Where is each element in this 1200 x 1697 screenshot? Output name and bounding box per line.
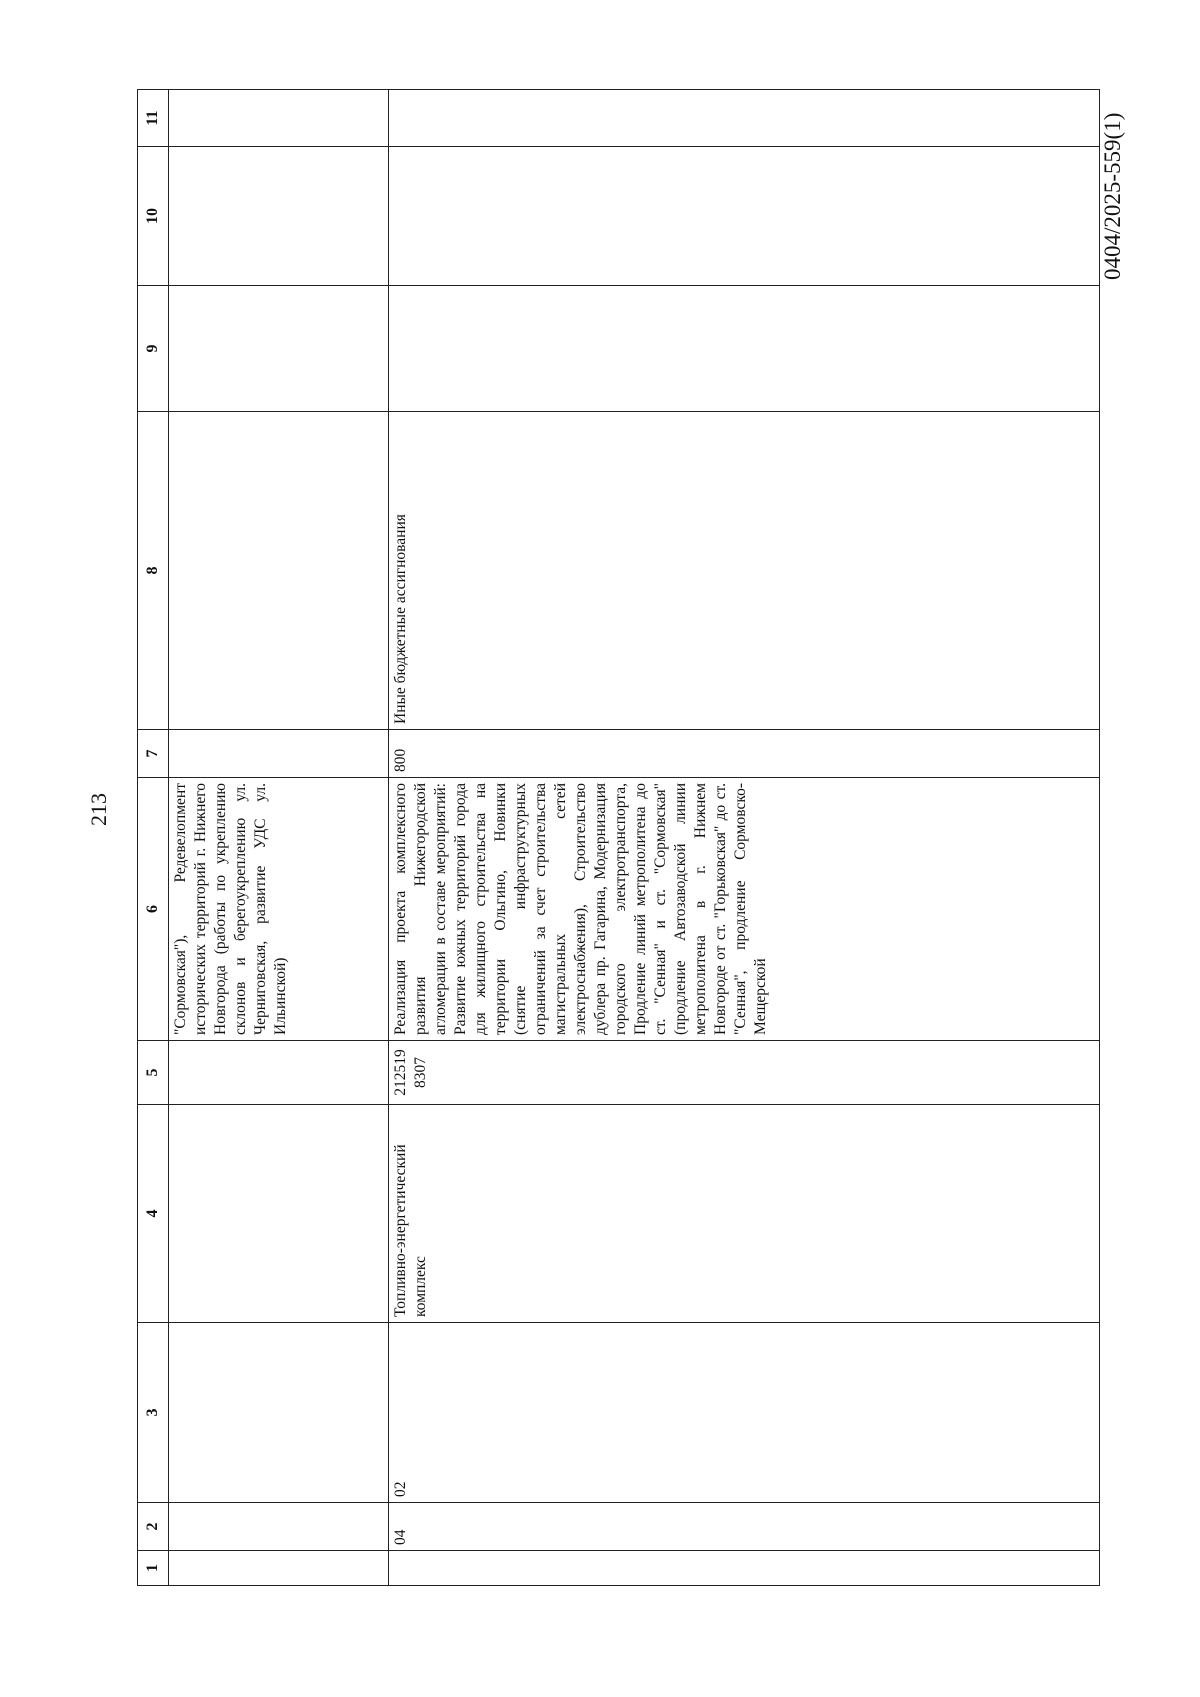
subsection-code-cell: 02 xyxy=(389,1323,1100,1503)
table-cell xyxy=(169,1323,389,1503)
page-number: 213 xyxy=(86,793,111,826)
table-cell-description: "Сормовская"), Редевелопмент исторических территорий г. Нижнего Новгорода (работы по укреплению склонов и берегоукреплению ул. Черниговская, развитие УДС ул. Ильинской) xyxy=(169,778,389,1041)
table-cell xyxy=(169,1503,389,1551)
table-cell xyxy=(169,412,389,730)
rotated-table-container xyxy=(137,100,1100,1586)
header-col-9: 9 xyxy=(138,286,169,412)
header-row xyxy=(138,90,169,1586)
header-col-2: 2 xyxy=(138,1503,169,1551)
table-cell xyxy=(169,147,389,286)
budget-table xyxy=(137,89,1100,1586)
table-cell xyxy=(169,730,389,778)
document-code: 0404/2025-559(1) xyxy=(1100,112,1125,280)
table-cell xyxy=(389,286,1100,412)
table-row xyxy=(169,90,389,1586)
table-cell xyxy=(169,1105,389,1323)
header-col-11: 11 xyxy=(138,90,169,147)
table-cell xyxy=(169,90,389,147)
header-col-5: 5 xyxy=(138,1041,169,1105)
header-col-1: 1 xyxy=(138,1551,169,1586)
table-cell xyxy=(389,90,1100,147)
expense-type-code-cell: 800 xyxy=(389,730,1100,778)
section-code-cell: 04 xyxy=(389,1503,1100,1551)
table-cell xyxy=(389,147,1100,286)
section-name-cell: Топливно-энергетический комплекс xyxy=(389,1105,1100,1323)
target-code-cell: 2125198307 xyxy=(389,1041,1100,1105)
header-col-6: 6 xyxy=(138,778,169,1041)
header-col-10: 10 xyxy=(138,147,169,286)
table-cell-description: Реализация проекта комплексного развития Нижегородской агломерации в составе мероприятий: Развитие южных территорий города для жилищного строительства на территории Ольгино, Новинки (снятие инфраструктурных ограничений за счет строительства магистральных сетей электроснабжения), Строительство дублера пр. Гагарина, Модернизация городского электротранспорта, Продление линий метрополитена до ст. "Сенная" и ст. "Сормовская" (продление Автозаводской линии метрополитена в г. Нижнем Новгороде от ст. "Горьковская" до ст. "Сенная", продление Сормовско-Мещерской xyxy=(389,778,1100,1041)
header-col-4: 4 xyxy=(138,1105,169,1323)
table-cell xyxy=(169,1551,389,1586)
table-cell xyxy=(169,1041,389,1105)
header-col-8: 8 xyxy=(138,412,169,730)
expense-type-name-cell: Иные бюджетные ассигнования xyxy=(389,412,1100,730)
header-col-3: 3 xyxy=(138,1323,169,1503)
header-col-7: 7 xyxy=(138,730,169,778)
table-row xyxy=(389,90,1100,1586)
table-cell xyxy=(169,286,389,412)
table-cell xyxy=(389,1551,1100,1586)
